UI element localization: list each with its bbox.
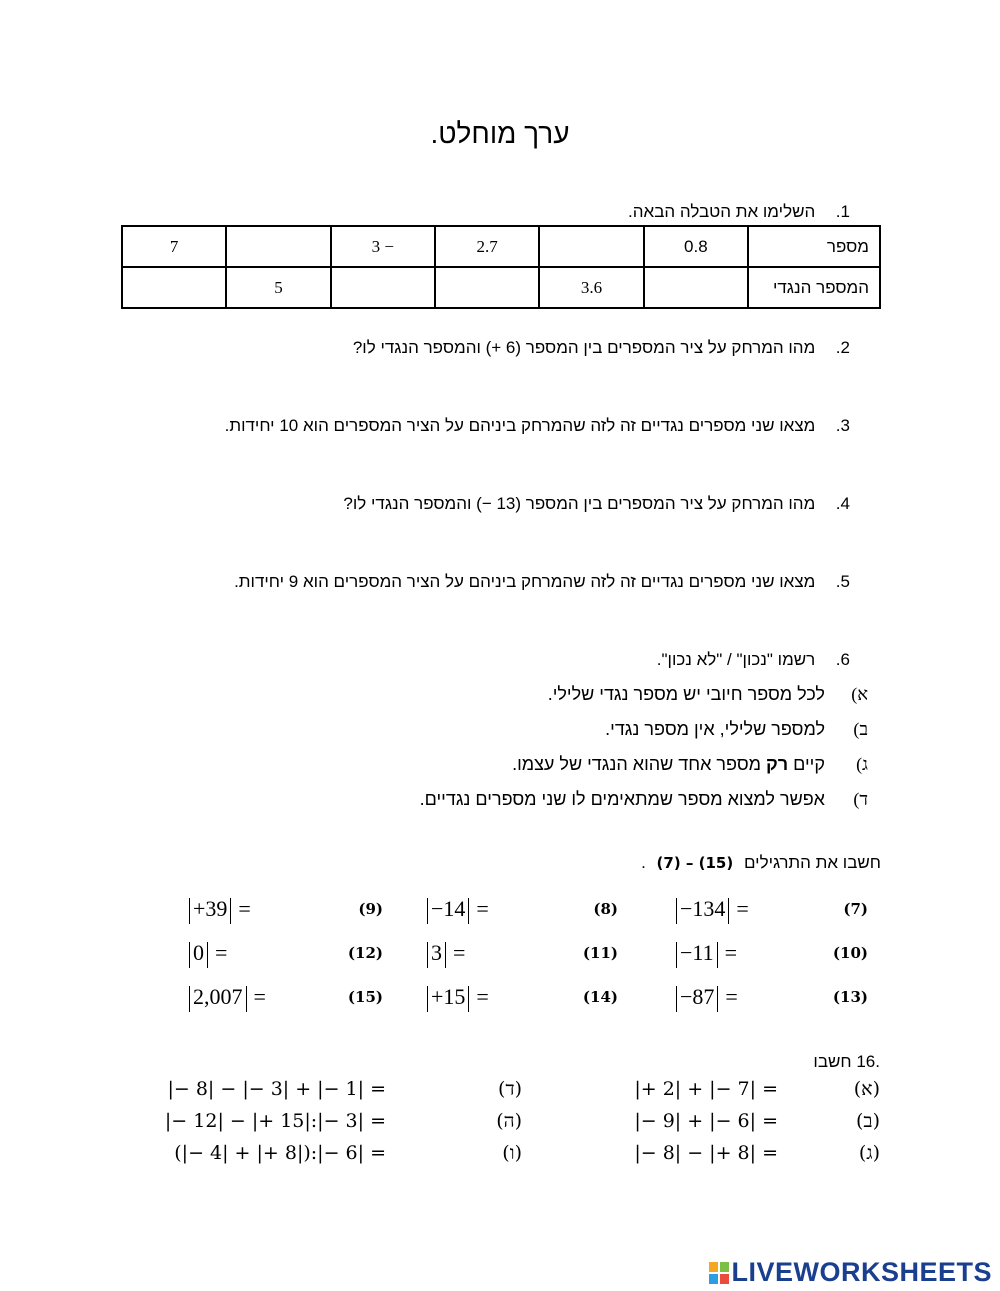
question-16 [813, 1052, 880, 1072]
table-cell[interactable] [331, 267, 435, 308]
abs-bar-left [427, 942, 428, 968]
item-label: א) [851, 684, 868, 704]
item-text: למספר שלילי, אין מספר נגדי. [605, 719, 825, 739]
absolute-value-expression [673, 940, 737, 968]
exercise-value: −134 [680, 896, 726, 921]
exercise-value: 2,007 [193, 984, 243, 1009]
table-row [122, 267, 880, 308]
abs-bar-right [717, 986, 718, 1012]
question-number: .16 [856, 1052, 880, 1071]
item-text-pre: קיים [788, 754, 825, 774]
item-text: לכל מספר חיובי יש מספר נגדי שלילי. [547, 684, 825, 704]
question-number: 3. [835, 416, 850, 435]
question-text: מהו המרחק על ציר המספרים בין המספר (6 +) והמספר הנגדי לו? [352, 338, 816, 357]
brand-logo[interactable] [709, 1257, 992, 1288]
question-1 [628, 202, 850, 222]
exercise-value: 0 [193, 940, 204, 965]
calc-range: (7) – (15) [656, 854, 734, 872]
q16-label: (ג) [858, 1142, 880, 1164]
abs-bar-right [728, 898, 729, 924]
absolute-value-expression [186, 896, 251, 924]
exercise-number: (10) [832, 944, 868, 962]
question-number: 2. [835, 338, 850, 357]
abs-bar-left [189, 898, 190, 924]
q16-label: (ו) [502, 1142, 522, 1164]
table-cell[interactable] [644, 267, 748, 308]
table-cell[interactable] [539, 226, 643, 267]
abs-bar-left [427, 898, 428, 924]
exercise-number: (13) [832, 988, 868, 1006]
abs-bar-left [189, 986, 190, 1012]
equals-sign: = [238, 896, 251, 921]
question-text: השלימו את הטבלה הבאה. [628, 202, 816, 221]
table-cell[interactable]: 5 [226, 267, 330, 308]
q16-label: (ב) [855, 1110, 880, 1132]
exercise-number: (14) [582, 988, 618, 1006]
exercise-value: 3 [431, 940, 442, 965]
table-row [122, 226, 880, 267]
q16-expr: |− 9| + |− 6| = [634, 1110, 778, 1132]
table-cell[interactable]: 0.8 [644, 226, 748, 267]
exercise-number: (15) [347, 988, 383, 1006]
abs-bar-right [468, 986, 469, 1012]
question-4 [343, 494, 850, 514]
abs-bar-right [230, 898, 231, 924]
row-label-number: מספר [748, 226, 880, 267]
item-label: ב) [853, 719, 868, 739]
item-label: ג) [856, 754, 868, 774]
q16-expr: (|− 4| + |+ 8|):|− 6| = [174, 1142, 386, 1164]
table-cell[interactable]: 7 [122, 226, 226, 267]
exercise-number: (12) [347, 944, 383, 962]
exercise-number: (8) [593, 900, 618, 918]
equals-sign: = [253, 984, 266, 1009]
equals-sign: = [725, 984, 738, 1009]
equals-sign: = [215, 940, 228, 965]
row-label-opposite: המספר הנגדי [748, 267, 880, 308]
equals-sign: = [476, 984, 489, 1009]
q16-expr: |− 8| − |+ 8| = [634, 1142, 778, 1164]
exercise-value: +39 [193, 896, 228, 921]
table-cell[interactable]: 3.6 [539, 267, 643, 308]
brand-name: LIVEWORKSHEETS [731, 1257, 992, 1287]
question-text: חשבו [813, 1052, 852, 1071]
abs-bar-right [717, 942, 718, 968]
abs-bar-left [427, 986, 428, 1012]
table-cell[interactable]: 2.7 [435, 226, 539, 267]
q16-label: (ד) [498, 1078, 522, 1100]
number-table [121, 225, 881, 309]
abs-bar-left [676, 986, 677, 1012]
exercise-value: −14 [431, 896, 466, 921]
q16-label: (ה) [496, 1110, 522, 1132]
item-text: אפשר למצוא מספר שמתאימים לו שני מספרים נגדיים. [419, 789, 825, 809]
question-5 [234, 572, 850, 592]
absolute-value-expression [424, 940, 465, 968]
equals-sign: = [724, 940, 738, 965]
question-text: רשמו "נכון" / "לא נכון". [656, 650, 816, 669]
equals-sign: = [736, 896, 749, 921]
item-label: ד) [853, 789, 868, 809]
q16-label: (א) [853, 1078, 880, 1100]
abs-bar-left [676, 942, 677, 968]
equals-sign: = [476, 896, 489, 921]
absolute-value-expression [673, 984, 738, 1012]
item-text-bold: רק [766, 754, 789, 774]
table-cell[interactable] [435, 267, 539, 308]
abs-bar-right [468, 898, 469, 924]
equals-sign: = [453, 940, 466, 965]
absolute-value-expression [186, 940, 227, 968]
true-false-item [420, 789, 868, 810]
exercise-number: (7) [843, 900, 868, 918]
question-2 [353, 338, 850, 358]
exercise-number: (9) [358, 900, 383, 918]
exercise-value: −87 [680, 984, 715, 1009]
calc-tail: . [641, 853, 646, 872]
exercise-value: +15 [431, 984, 466, 1009]
calc-intro: חשבו את התרגילים [743, 853, 881, 872]
abs-bar-left [189, 942, 190, 968]
question-number: 6. [835, 650, 850, 669]
true-false-item [548, 684, 868, 705]
table-cell[interactable]: − 3 [331, 226, 435, 267]
q16-expr: |+ 2| + |− 7| = [634, 1078, 778, 1100]
item-text-post: מספר אחד שהוא הנגדי של עצמו. [512, 754, 767, 774]
question-text: מהו המרחק על ציר המספרים בין המספר (13 −) והמספר הנגדי לו? [343, 494, 816, 513]
abs-bar-left [676, 898, 677, 924]
abs-bar-right [445, 942, 446, 968]
absolute-value-expression [673, 896, 749, 924]
absolute-value-expression [424, 896, 489, 924]
absolute-value-expression [424, 984, 489, 1012]
abs-bar-right [246, 986, 247, 1012]
question-number: 1. [835, 202, 850, 221]
question-6 [657, 650, 850, 670]
question-number: 5. [835, 572, 850, 591]
question-text: מצאו שני מספרים נגדיים זה לזה שהמרחק ביניהם על הציר המספרים הוא 10 יחידות. [224, 416, 816, 435]
page-title: ערך מוחלט. [430, 118, 570, 149]
question-text: מצאו שני מספרים נגדיים זה לזה שהמרחק ביניהם על הציר המספרים הוא 9 יחידות. [234, 572, 816, 591]
absolute-value-expression [186, 984, 266, 1012]
calc-instructions [641, 853, 881, 873]
q16-expr: |− 8| − |− 3| + |− 1| = [167, 1078, 386, 1100]
exercise-number: (11) [582, 944, 618, 962]
question-number: 4. [835, 494, 850, 513]
liveworksheets-logo-icon [709, 1262, 729, 1284]
table-cell[interactable] [226, 226, 330, 267]
true-false-item [605, 719, 868, 740]
q16-expr: |− 12| − |+ 15|:|− 3| = [164, 1110, 386, 1132]
table-cell[interactable] [122, 267, 226, 308]
exercise-value: −11 [680, 940, 714, 965]
true-false-item [512, 754, 868, 775]
question-3 [225, 416, 850, 436]
abs-bar-right [207, 942, 208, 968]
